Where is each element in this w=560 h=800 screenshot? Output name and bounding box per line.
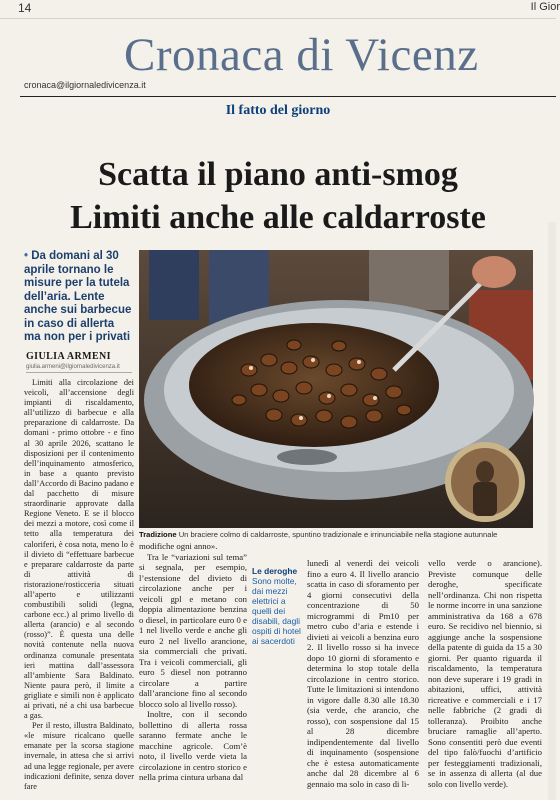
photo-illustration xyxy=(139,250,533,528)
paragraph: Tra le “variazioni sul tema” si segnala, per esempio, l’estensione del divieto di circolazione anche per i veicoli gpl e metano con doppia alimentazione benzina o diesel, in particolare euro 0 e 1 nel livello verde e anche gli euro 2 nel livello arancione, sia commerciali che privati. Tra i veicoli commerciali, gli euro 5 diesel non potranno circolare a partire dall’arancione fino al secondo blocco solo al livello rosso). xyxy=(139,551,247,709)
section-email[interactable]: cronaca@ilgiornaledivicenza.it xyxy=(24,80,146,90)
sidebar-title: Le deroghe xyxy=(252,566,298,576)
headline-line-1: Scatta il piano anti-smog xyxy=(98,156,458,193)
caption-text: Un braciere colmo di caldarroste, spuntino tradizionale e irrinunciabile nella stagione autunnale xyxy=(178,530,498,539)
article-column-2 xyxy=(139,541,247,783)
section-title: Cronaca di Vicenz xyxy=(124,29,479,81)
chestnut-brazier-photo xyxy=(139,250,533,528)
page-number: 14 xyxy=(18,1,32,15)
article-kicker: Il fatto del giorno xyxy=(225,103,331,118)
adjacent-page-edge xyxy=(548,222,556,800)
section-divider xyxy=(20,96,556,97)
newspaper-name: Il Gior xyxy=(530,1,560,13)
article-column-1 xyxy=(24,378,134,792)
headline-line-2: Limiti anche alle caldarroste xyxy=(70,199,486,236)
author-email[interactable]: giulia.armeni@ilgiornaledivicenza.it xyxy=(26,364,120,370)
author-divider xyxy=(26,372,132,373)
paragraph: Limiti alla circolazione dei veicoli, all’accensione degli impianti di riscaldamento, all’utilizzo di barbecue e alla preparazione di caldarroste. Da domani - primo ottobre - e fino al 30 aprile 2026, scattano le disposizioni per il contenimento dell’inquinamento atmosferico, in base a quanto previsto dall’Accordo di Bacino padano e dal pacchetto di misure straordinarie approvate dalla Regione Veneto. E se il blocco dei mezzi a motore, così come il tetto alla temperatura dei caloriferi, è cosa nota, meno lo è il divieto di “effettuare barbecue e preparare caldarroste da parte di attività di ristorazione/rosticceria situati all’aperto e utilizzanti combustibili solidi (legna, carbone ecc.) al primo livello di allerta (arancio) e al secondo (rosso)”. È questa una delle novità contenute nella nuova ordinanza comunale presentata ieri mattina dall’assessora all’ambiente Sara Baldinato. Niente paura però, il limite a grigliate e simili non è applicato ai privati, né a chi usa barbecue a gas. xyxy=(24,378,134,721)
article-lead xyxy=(24,250,132,345)
sidebar-text: Sono molte, dai mezzi elettrici a quelli dei disabili, dagli ospiti di hotel ai sacerdoti xyxy=(252,576,301,646)
sidebar-box xyxy=(252,566,302,646)
caption-label: Tradizione xyxy=(139,530,177,539)
page-header-bar xyxy=(0,0,556,19)
paragraph: vello verde o arancione). Previste comunque delle deroghe, specificate nell’ordinanza. Chi non rispetta le norme incorre in una sanzione amministrativa da 168 a 678 euro. Se recidivo nel biennio, si aggiunge anche la sospensione della patente di guida da 15 a 30 giorni. Per quanto riguarda il riscaldamento, la temperatura non deve superare i 19 gradi in abitazioni, uffici, attività ricreative e commerciali e i 17 nelle fabbriche (2 gradi di tolleranza). Proibito anche bruciare ramaglie all’aperto. Sono consentiti però due eventi del tipo falò/fuochi d’artificio per festeggiamenti tradizionali, se in assenza di allerta (al due solo con livello verde). xyxy=(428,558,542,789)
article-column-3 xyxy=(307,558,419,789)
photo-caption xyxy=(139,530,533,539)
author-name: GIULIA ARMENI xyxy=(26,351,111,362)
paragraph: modifiche ogni anno». xyxy=(139,541,218,551)
paragraph: Per il resto, illustra Baldinato, «le misure ricalcano quelle emanate per la scorsa stagione invernale, in attesa che si arrivi ad una legge regionale, per avere indicazioni definite, senza dover fare xyxy=(24,721,134,791)
paragraph: lunedì al venerdì dei veicoli fino a euro 4. Il livello arancio scatta in caso di sforamento per 4 giorni consecutivi della concentrazione di 50 microgrammi di Pm10 per metro cubo d’aria e estende i divieti ai veicoli a benzina euro 2. Il livello rosso si ha invece dopo 10 giorni di sforamento e determina lo stop totale della circolazione in centro storico. Tutte le limitazioni si intendono in vigore dalle 8.30 alle 18.30 (sia verde, che arancio, che rosso), con sospensione dal 15 al 28 dicembre indipendentemente dal livello di inquinamento (sospensione che è estesa automaticamente anche dal 28 dicembre al 6 gennaio ma solo in caso di li- xyxy=(307,558,419,789)
article-column-4 xyxy=(428,558,542,789)
bullet-icon: • xyxy=(24,250,32,262)
paragraph: Inoltre, con il secondo bollettino di allerta rossa saranno fermate anche le macchine agricole. Com’è noto, il livello verde vieta la circolazione in centro storico e nella prima cintura urbana dal xyxy=(139,709,247,782)
lead-text: Da domani al 30 aprile tornano le misure per la tutela dell’aria. Lente anche sui barbecue in caso di allerta ma non per i privati xyxy=(24,250,132,343)
